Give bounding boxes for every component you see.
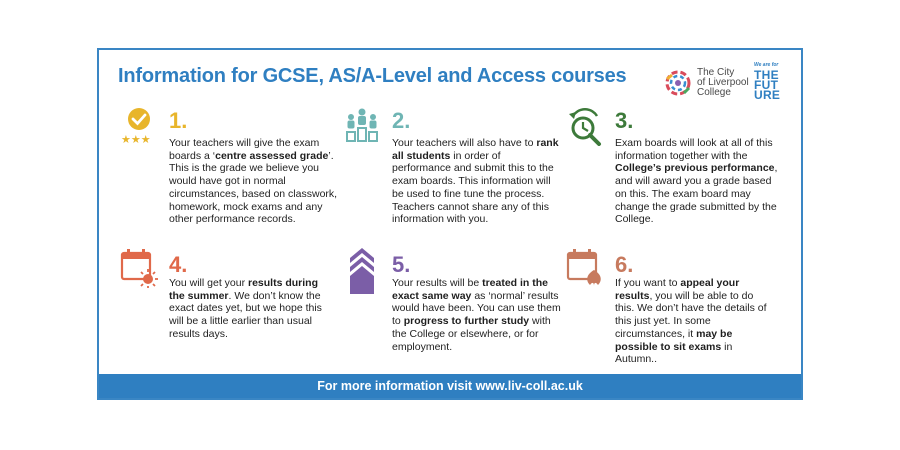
- step-text: Your teachers will also have to rank all students in order of performance and submit this to the exam boards. This information will be used to fine tune the process. Teachers cannot share any of this information with you.: [392, 137, 559, 226]
- step-text: Your results will be treated in the exact same way as ‘normal’ results would have been. You can use them to progress to further study with the College or elsewhere, or for employment.: [392, 277, 561, 353]
- step-number: 2.: [392, 108, 411, 133]
- footer-link[interactable]: For more information visit www.liv-coll.ac.uk: [99, 374, 801, 398]
- checkmark-stars-icon: [119, 106, 159, 146]
- step-number: 1.: [169, 108, 188, 133]
- college-logo-icon: [664, 69, 692, 97]
- college-name: The City of Liverpool College: [697, 67, 749, 98]
- step-text: If you want to appeal your results, you will be able to do this. We don’t have the details of this just yet. In some circumstances, it may be possible to sit exams in Autumn..: [615, 277, 767, 366]
- chevrons-up-icon: [342, 248, 382, 296]
- step-number: 6.: [615, 252, 634, 277]
- college-logo: [664, 68, 749, 98]
- page-title: Information for GCSE, AS/A-Level and Access courses: [118, 65, 627, 87]
- podium-ranking-icon: [342, 106, 382, 146]
- review-magnifier-icon: [565, 106, 605, 146]
- step-text: Your teachers will give the exam boards a ‘centre assessed grade’. This is the grade we believe you would have got in normal circumstances, based on classwork, homework, mock exams and any other performance records.: [169, 137, 338, 226]
- step-text: Exam boards will look at all of this information together with the College’s previous performance, and will award you a grade based on this. The exam board may change the grade submitted by the College.: [615, 137, 778, 226]
- calendar-sun-icon: [119, 248, 159, 288]
- step-number: 5.: [392, 252, 411, 277]
- calendar-leaf-icon: [565, 248, 605, 288]
- step-number: 4.: [169, 252, 188, 277]
- tagline: We are for THE FUT URE: [754, 62, 781, 102]
- info-card: [97, 48, 803, 400]
- step-number: 3.: [615, 108, 634, 133]
- svg-text:★★★: ★★★: [121, 133, 151, 146]
- step-text: You will get your results during the summer. We don’t know the exact dates yet, but we hope this will be a little earlier than usual results days.: [169, 277, 322, 340]
